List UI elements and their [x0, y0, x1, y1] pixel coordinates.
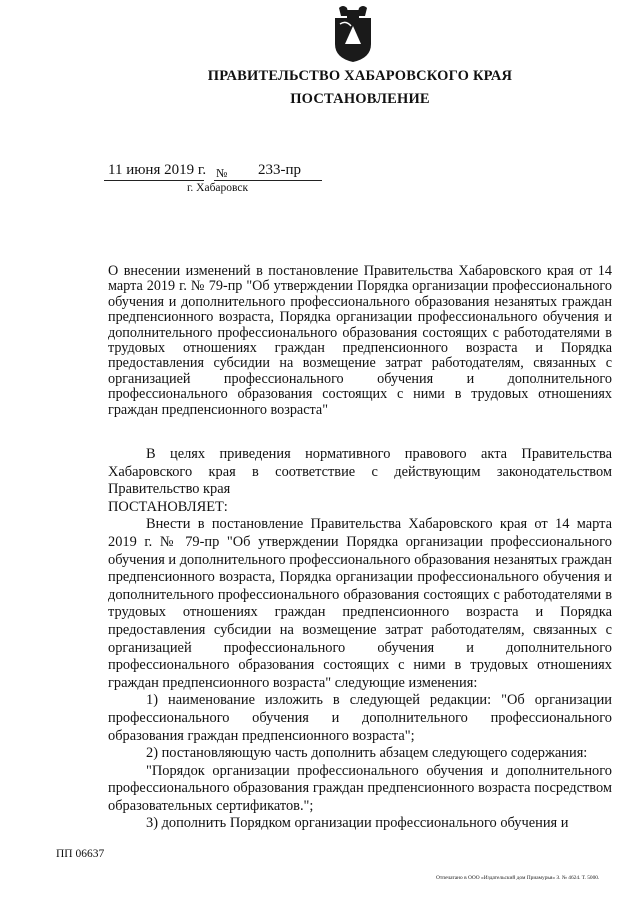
date-underline	[104, 180, 204, 181]
doc-type-title: ПОСТАНОВЛЕНИЕ	[290, 91, 430, 107]
printer-imprint: Отпечатано в ООО «Издательский дом Приамурья» З. № 4624. Т. 5000.	[436, 875, 600, 881]
list-item-1: 1) наименование изложить в следующей редакции: "Об организации профессионального обучения и дополнительного профессионального образования граждан предпенсионного возраста";	[108, 692, 612, 744]
subject-text: О внесении изменений в постановление Правительства Хабаровского края от 14 марта 2019 г. № 79-пр "Об утверждении Порядка организации профессионального обучения и дополнительного профессионального образования незанятых граждан предпенсионного возраста, Порядка организации профессионального обучения и дополнительного профессионального образования состоящих с работодателями в трудовых отношениях граждан предпенсионного возраста и Порядка предоставления субсидии на возмещение затрат работодателям, связанных с организацией профессионального обучения и дополнительного профессионального образования состоящих с ними в трудовых отношениях граждан предпенсионного возраста"	[108, 263, 612, 418]
document-code: ПП 06637	[56, 848, 105, 860]
paragraph-decree: ПОСТАНОВЛЯЕТ:	[108, 498, 228, 515]
paragraph-preamble: В целях приведения нормативного правового акта Правительства Хабаровского края в соответствие с действующим законодательством Правительство края	[108, 446, 612, 498]
body-text	[108, 446, 612, 833]
paragraph-main: Внести в постановление Правительства Хабаровского края от 14 марта 2019 г. № 79-пр "Об утверждении Порядка организации профессионального обучения и дополнительного профессионального образования незанятых граждан предпенсионного возраста, Порядка организации профессионального обучения и дополнительного профессионального образования состоящих с работодателями в трудовых отношениях граждан предпенсионного возраста и Порядка предоставления субсидии на возмещение затрат работодателям, связанных с организацией профессионального обучения и дополнительного профессионального образования состоящих с ними в трудовых отношениях граждан предпенсионного возраста" следующие изменения:	[108, 516, 612, 691]
city-label: г. Хабаровск	[187, 182, 249, 194]
number-underline	[214, 180, 322, 181]
doc-date: 11 июня 2019 г.	[108, 162, 207, 178]
list-item-2: 2) постановляющую часть дополнить абзацем следующего содержания:	[146, 745, 588, 762]
doc-number: 233-пр	[258, 162, 302, 178]
list-item-3: 3) дополнить Порядком организации профессионального обучения и	[146, 815, 569, 832]
number-sign: №	[216, 166, 228, 180]
org-title: ПРАВИТЕЛЬСТВО ХАБАРОВСКОГО КРАЯ	[207, 68, 513, 84]
coat-of-arms-icon	[331, 4, 375, 64]
quoted-paragraph: "Порядок организации профессионального обучения и дополнительного профессионального образования граждан предпенсионного возраста посредством образовательных сертификатов.";	[108, 762, 612, 814]
subject-heading	[108, 264, 612, 418]
